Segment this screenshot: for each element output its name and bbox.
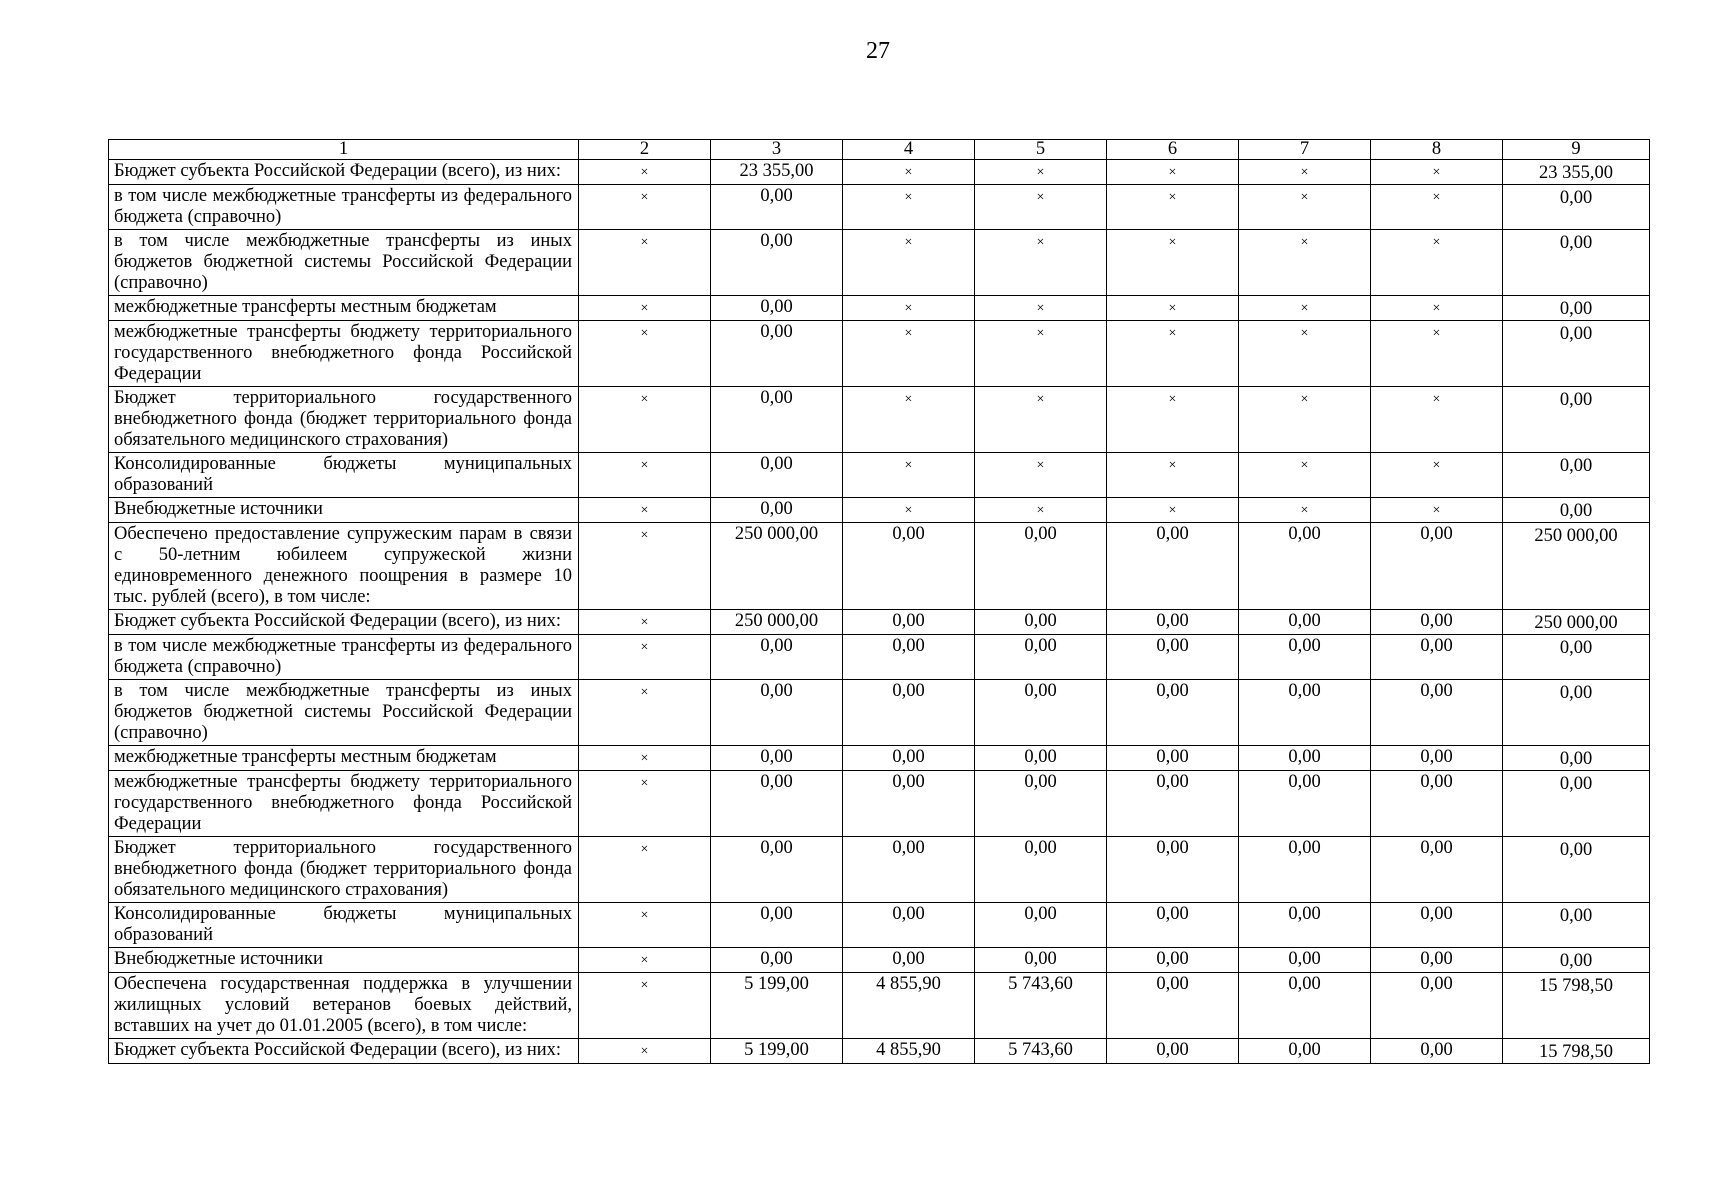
value-cell: 0,00 xyxy=(1503,387,1650,453)
table-row xyxy=(109,387,1650,453)
value-cell: 5 199,00 xyxy=(711,973,843,1039)
not-applicable-mark: × xyxy=(1239,160,1371,185)
table-row xyxy=(109,185,1650,230)
value-cell: 15 798,50 xyxy=(1503,973,1650,1039)
row-label: Бюджет территориального государственного внебюджетного фонда (бюджет территориального фонда обязательного медицинского страхования) xyxy=(109,387,579,453)
not-applicable-mark: × xyxy=(1371,185,1503,230)
table-row xyxy=(109,498,1650,523)
value-cell: 0,00 xyxy=(711,680,843,746)
value-cell: 5 743,60 xyxy=(975,1039,1107,1064)
value-cell: 0,00 xyxy=(1107,903,1239,948)
not-applicable-mark: × xyxy=(579,1039,711,1064)
not-applicable-mark: × xyxy=(1107,160,1239,185)
row-label: межбюджетные трансферты местным бюджетам xyxy=(109,746,579,771)
not-applicable-mark: × xyxy=(1239,498,1371,523)
row-label: Обеспечено предоставление супружеским парам в связи с 50-летним юбилеем супружеской жизни единовременного денежного поощрения в размере 10 тыс. рублей (всего), в том числе: xyxy=(109,523,579,610)
table-row xyxy=(109,635,1650,680)
not-applicable-mark: × xyxy=(975,453,1107,498)
row-label: Бюджет субъекта Российской Федерации (всего), из них: xyxy=(109,160,579,185)
value-cell: 0,00 xyxy=(1503,185,1650,230)
page-number: 27 xyxy=(866,38,890,64)
row-label: в том числе межбюджетные трансферты из иных бюджетов бюджетной системы Российской Федерации (справочно) xyxy=(109,680,579,746)
not-applicable-mark: × xyxy=(843,185,975,230)
table-row xyxy=(109,771,1650,837)
row-label: Консолидированные бюджеты муниципальных образований xyxy=(109,903,579,948)
value-cell: 0,00 xyxy=(711,771,843,837)
column-header: 7 xyxy=(1239,140,1371,160)
table-row xyxy=(109,610,1650,635)
value-cell: 0,00 xyxy=(1107,635,1239,680)
value-cell: 0,00 xyxy=(711,185,843,230)
table-row xyxy=(109,746,1650,771)
row-label: в том числе межбюджетные трансферты из федерального бюджета (справочно) xyxy=(109,635,579,680)
value-cell: 0,00 xyxy=(843,837,975,903)
not-applicable-mark: × xyxy=(579,296,711,321)
value-cell: 0,00 xyxy=(1239,1039,1371,1064)
table-row xyxy=(109,837,1650,903)
not-applicable-mark: × xyxy=(1107,453,1239,498)
value-cell: 0,00 xyxy=(1239,771,1371,837)
value-cell: 0,00 xyxy=(1239,837,1371,903)
column-header: 9 xyxy=(1503,140,1650,160)
value-cell: 0,00 xyxy=(1239,948,1371,973)
value-cell: 0,00 xyxy=(1503,680,1650,746)
not-applicable-mark: × xyxy=(1371,498,1503,523)
not-applicable-mark: × xyxy=(975,387,1107,453)
value-cell: 0,00 xyxy=(843,680,975,746)
not-applicable-mark: × xyxy=(843,387,975,453)
value-cell: 0,00 xyxy=(711,746,843,771)
not-applicable-mark: × xyxy=(975,160,1107,185)
not-applicable-mark: × xyxy=(1239,296,1371,321)
value-cell: 0,00 xyxy=(1371,746,1503,771)
value-cell: 5 199,00 xyxy=(711,1039,843,1064)
table-row xyxy=(109,973,1650,1039)
not-applicable-mark: × xyxy=(1371,387,1503,453)
row-label: в том числе межбюджетные трансферты из федерального бюджета (справочно) xyxy=(109,185,579,230)
row-label: межбюджетные трансферты местным бюджетам xyxy=(109,296,579,321)
not-applicable-mark: × xyxy=(975,321,1107,387)
row-label: Бюджет субъекта Российской Федерации (всего), из них: xyxy=(109,1039,579,1064)
value-cell: 0,00 xyxy=(975,635,1107,680)
table-row xyxy=(109,160,1650,185)
not-applicable-mark: × xyxy=(843,321,975,387)
value-cell: 250 000,00 xyxy=(711,610,843,635)
value-cell: 0,00 xyxy=(711,635,843,680)
value-cell: 0,00 xyxy=(711,387,843,453)
value-cell: 0,00 xyxy=(975,746,1107,771)
not-applicable-mark: × xyxy=(579,837,711,903)
column-header: 5 xyxy=(975,140,1107,160)
row-label: межбюджетные трансферты бюджету территориального государственного внебюджетного фонда Российской Федерации xyxy=(109,771,579,837)
not-applicable-mark: × xyxy=(1371,296,1503,321)
value-cell: 0,00 xyxy=(1503,903,1650,948)
not-applicable-mark: × xyxy=(579,160,711,185)
value-cell: 0,00 xyxy=(1371,635,1503,680)
table-row xyxy=(109,453,1650,498)
table-row xyxy=(109,523,1650,610)
value-cell: 0,00 xyxy=(711,903,843,948)
value-cell: 0,00 xyxy=(1107,948,1239,973)
not-applicable-mark: × xyxy=(1239,387,1371,453)
not-applicable-mark: × xyxy=(579,230,711,296)
value-cell: 0,00 xyxy=(1239,746,1371,771)
value-cell: 23 355,00 xyxy=(1503,160,1650,185)
column-number-row xyxy=(109,140,1650,160)
value-cell: 0,00 xyxy=(1107,771,1239,837)
value-cell: 0,00 xyxy=(1107,973,1239,1039)
column-header: 2 xyxy=(579,140,711,160)
table-row xyxy=(109,321,1650,387)
value-cell: 0,00 xyxy=(843,635,975,680)
not-applicable-mark: × xyxy=(579,680,711,746)
column-header: 3 xyxy=(711,140,843,160)
value-cell: 0,00 xyxy=(1503,498,1650,523)
not-applicable-mark: × xyxy=(1107,185,1239,230)
value-cell: 0,00 xyxy=(975,948,1107,973)
not-applicable-mark: × xyxy=(975,185,1107,230)
value-cell: 0,00 xyxy=(1107,523,1239,610)
not-applicable-mark: × xyxy=(579,321,711,387)
value-cell: 23 355,00 xyxy=(711,160,843,185)
value-cell: 0,00 xyxy=(975,523,1107,610)
not-applicable-mark: × xyxy=(579,771,711,837)
table-row xyxy=(109,296,1650,321)
not-applicable-mark: × xyxy=(843,230,975,296)
not-applicable-mark: × xyxy=(843,296,975,321)
column-header: 4 xyxy=(843,140,975,160)
value-cell: 0,00 xyxy=(843,903,975,948)
not-applicable-mark: × xyxy=(579,185,711,230)
not-applicable-mark: × xyxy=(1107,230,1239,296)
not-applicable-mark: × xyxy=(579,948,711,973)
not-applicable-mark: × xyxy=(1107,387,1239,453)
not-applicable-mark: × xyxy=(1107,321,1239,387)
not-applicable-mark: × xyxy=(1107,498,1239,523)
value-cell: 0,00 xyxy=(1239,973,1371,1039)
not-applicable-mark: × xyxy=(843,498,975,523)
value-cell: 0,00 xyxy=(1371,973,1503,1039)
value-cell: 15 798,50 xyxy=(1503,1039,1650,1064)
not-applicable-mark: × xyxy=(579,523,711,610)
value-cell: 0,00 xyxy=(975,771,1107,837)
value-cell: 0,00 xyxy=(1503,746,1650,771)
not-applicable-mark: × xyxy=(975,498,1107,523)
value-cell: 250 000,00 xyxy=(1503,610,1650,635)
not-applicable-mark: × xyxy=(1239,453,1371,498)
value-cell: 4 855,90 xyxy=(843,973,975,1039)
value-cell: 0,00 xyxy=(711,498,843,523)
value-cell: 0,00 xyxy=(711,837,843,903)
not-applicable-mark: × xyxy=(1239,230,1371,296)
value-cell: 0,00 xyxy=(843,771,975,837)
not-applicable-mark: × xyxy=(1371,453,1503,498)
table-row xyxy=(109,1039,1650,1064)
not-applicable-mark: × xyxy=(579,610,711,635)
row-label: Бюджет территориального государственного внебюджетного фонда (бюджет территориального фонда обязательного медицинского страхования) xyxy=(109,837,579,903)
not-applicable-mark: × xyxy=(1107,296,1239,321)
value-cell: 0,00 xyxy=(1107,837,1239,903)
value-cell: 0,00 xyxy=(1239,680,1371,746)
value-cell: 0,00 xyxy=(1503,321,1650,387)
value-cell: 250 000,00 xyxy=(711,523,843,610)
row-label: Консолидированные бюджеты муниципальных образований xyxy=(109,453,579,498)
not-applicable-mark: × xyxy=(579,746,711,771)
not-applicable-mark: × xyxy=(843,160,975,185)
row-label: межбюджетные трансферты бюджету территориального государственного внебюджетного фонда Российской Федерации xyxy=(109,321,579,387)
not-applicable-mark: × xyxy=(579,498,711,523)
not-applicable-mark: × xyxy=(975,296,1107,321)
value-cell: 0,00 xyxy=(1371,948,1503,973)
value-cell: 0,00 xyxy=(1239,635,1371,680)
value-cell: 0,00 xyxy=(843,610,975,635)
not-applicable-mark: × xyxy=(1371,230,1503,296)
value-cell: 0,00 xyxy=(975,903,1107,948)
budget-table xyxy=(108,139,1650,1064)
value-cell: 0,00 xyxy=(1107,680,1239,746)
row-label: Внебюджетные источники xyxy=(109,948,579,973)
row-label: Внебюджетные источники xyxy=(109,498,579,523)
value-cell: 0,00 xyxy=(711,321,843,387)
row-label: Обеспечена государственная поддержка в улучшении жилищных условий ветеранов боевых действий, вставших на учет до 01.01.2005 (всего), в том числе: xyxy=(109,973,579,1039)
column-header: 6 xyxy=(1107,140,1239,160)
value-cell: 0,00 xyxy=(1371,680,1503,746)
not-applicable-mark: × xyxy=(579,453,711,498)
value-cell: 0,00 xyxy=(1503,635,1650,680)
value-cell: 0,00 xyxy=(1371,837,1503,903)
value-cell: 0,00 xyxy=(711,296,843,321)
value-cell: 0,00 xyxy=(1503,453,1650,498)
not-applicable-mark: × xyxy=(1239,321,1371,387)
value-cell: 0,00 xyxy=(1503,837,1650,903)
value-cell: 0,00 xyxy=(1503,230,1650,296)
value-cell: 0,00 xyxy=(711,453,843,498)
value-cell: 0,00 xyxy=(1371,903,1503,948)
value-cell: 4 855,90 xyxy=(843,1039,975,1064)
not-applicable-mark: × xyxy=(579,903,711,948)
not-applicable-mark: × xyxy=(975,230,1107,296)
value-cell: 0,00 xyxy=(975,680,1107,746)
not-applicable-mark: × xyxy=(1239,185,1371,230)
value-cell: 0,00 xyxy=(1371,1039,1503,1064)
not-applicable-mark: × xyxy=(579,635,711,680)
column-header: 1 xyxy=(109,140,579,160)
value-cell: 0,00 xyxy=(843,746,975,771)
table-row xyxy=(109,903,1650,948)
value-cell: 0,00 xyxy=(843,948,975,973)
value-cell: 0,00 xyxy=(1239,610,1371,635)
value-cell: 0,00 xyxy=(711,948,843,973)
value-cell: 250 000,00 xyxy=(1503,523,1650,610)
table-row xyxy=(109,680,1650,746)
not-applicable-mark: × xyxy=(843,453,975,498)
not-applicable-mark: × xyxy=(579,387,711,453)
table-row xyxy=(109,948,1650,973)
value-cell: 0,00 xyxy=(1239,903,1371,948)
value-cell: 0,00 xyxy=(975,610,1107,635)
value-cell: 0,00 xyxy=(975,837,1107,903)
value-cell: 0,00 xyxy=(1107,1039,1239,1064)
value-cell: 5 743,60 xyxy=(975,973,1107,1039)
value-cell: 0,00 xyxy=(1503,948,1650,973)
value-cell: 0,00 xyxy=(1371,610,1503,635)
not-applicable-mark: × xyxy=(579,973,711,1039)
column-header: 8 xyxy=(1371,140,1503,160)
value-cell: 0,00 xyxy=(1107,610,1239,635)
value-cell: 0,00 xyxy=(843,523,975,610)
value-cell: 0,00 xyxy=(1371,523,1503,610)
value-cell: 0,00 xyxy=(1503,771,1650,837)
value-cell: 0,00 xyxy=(1107,746,1239,771)
value-cell: 0,00 xyxy=(1239,523,1371,610)
row-label: Бюджет субъекта Российской Федерации (всего), из них: xyxy=(109,610,579,635)
value-cell: 0,00 xyxy=(711,230,843,296)
value-cell: 0,00 xyxy=(1503,296,1650,321)
not-applicable-mark: × xyxy=(1371,321,1503,387)
row-label: в том числе межбюджетные трансферты из иных бюджетов бюджетной системы Российской Федерации (справочно) xyxy=(109,230,579,296)
value-cell: 0,00 xyxy=(1371,771,1503,837)
table-row xyxy=(109,230,1650,296)
not-applicable-mark: × xyxy=(1371,160,1503,185)
